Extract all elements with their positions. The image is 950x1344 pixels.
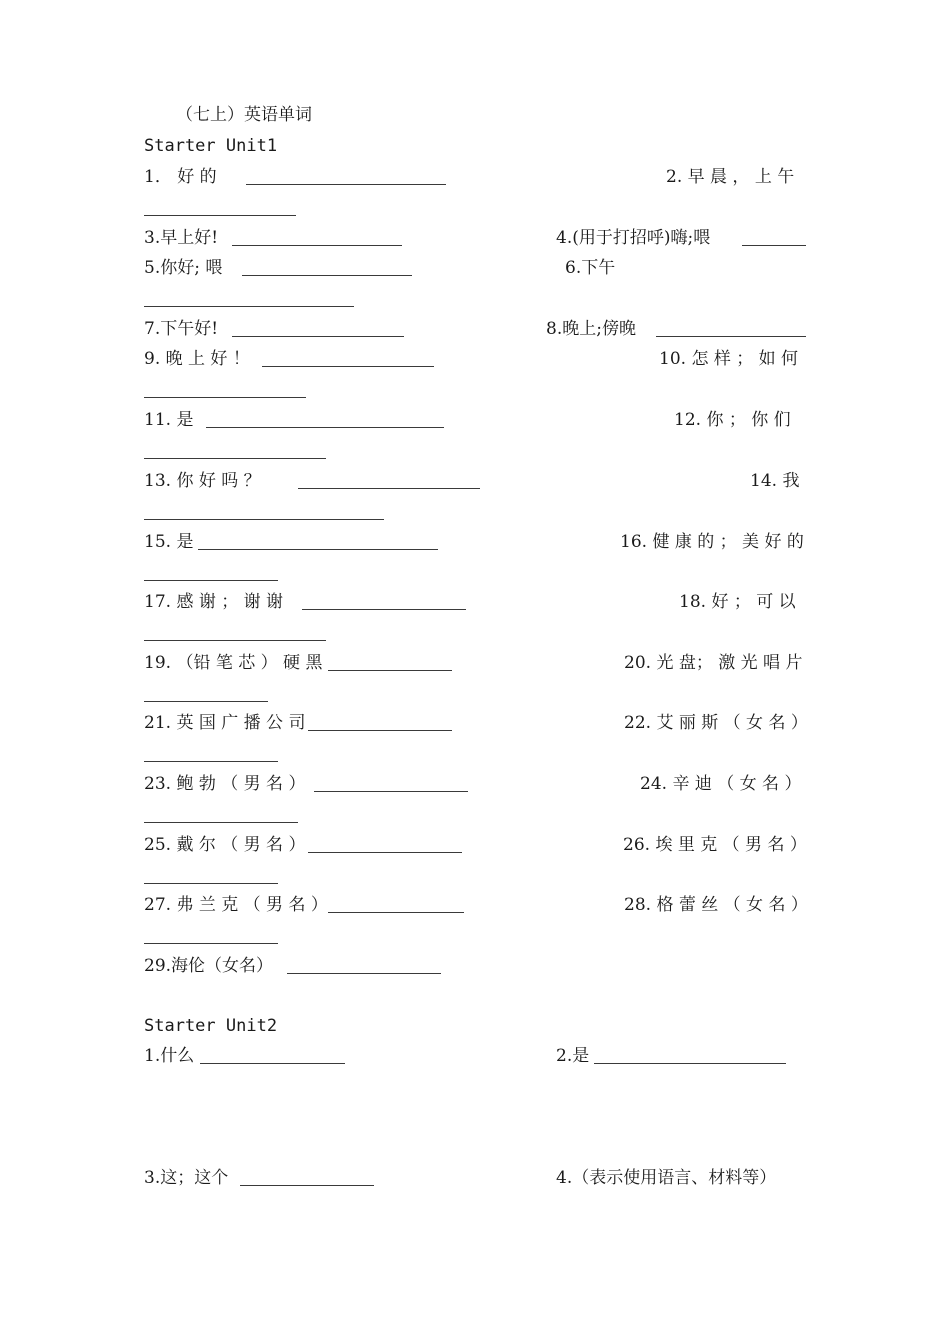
page-title: （七上）英语单词 xyxy=(176,105,312,125)
answer-blank-3[interactable] xyxy=(232,245,402,246)
answer-blank-25[interactable] xyxy=(308,852,462,853)
answer-blank-17[interactable] xyxy=(302,609,466,610)
vocab-item-21: 21. 英 国 广 播 公 司 xyxy=(144,713,306,733)
section-heading-unit1: Starter Unit1 xyxy=(144,136,278,156)
vocab-item-13: 13. 你 好 吗 ？ xyxy=(144,471,261,491)
vocab-item-2: 2. 早 晨 ， 上 午 xyxy=(666,167,795,187)
answer-blank-10[interactable] xyxy=(144,397,306,398)
vocab-item-6: 6.下午 xyxy=(565,258,616,278)
vocab-item-28: 28. 格 蕾 丝 （ 女 名 ） xyxy=(624,895,808,915)
answer-blank-29[interactable] xyxy=(287,973,441,974)
answer-blank-1[interactable] xyxy=(246,184,446,185)
unit2-item-1: 1.什么 xyxy=(144,1046,195,1066)
section-heading-unit2: Starter Unit2 xyxy=(144,1016,278,1036)
answer-blank-28[interactable] xyxy=(144,943,278,944)
answer-blank-8[interactable] xyxy=(656,336,806,337)
answer-blank-14[interactable] xyxy=(144,519,384,520)
vocab-item-17: 17. 感 谢 ； 谢 谢 xyxy=(144,592,284,612)
answer-blank-12[interactable] xyxy=(144,458,326,459)
vocab-item-29: 29.海伦（女名） xyxy=(144,956,274,976)
vocab-item-26: 26. 埃 里 克 （ 男 名 ） xyxy=(623,835,807,855)
vocab-item-7: 7.下午好! xyxy=(144,319,219,339)
answer-blank-24[interactable] xyxy=(144,822,298,823)
vocab-item-16: 16. 健 康 的 ； 美 好 的 xyxy=(620,532,804,552)
vocab-item-22: 22. 艾 丽 斯 （ 女 名 ） xyxy=(624,713,808,733)
unit2-answer-blank-2[interactable] xyxy=(594,1063,786,1064)
vocab-item-1: 1． 好 的 xyxy=(144,167,217,187)
unit2-item-4: 4.（表示使用语言、材料等） xyxy=(556,1168,777,1188)
unit2-item-2: 2.是 xyxy=(556,1046,590,1066)
unit2-answer-blank-3[interactable] xyxy=(240,1185,374,1186)
vocab-item-27: 27. 弗 兰 克 （ 男 名 ） xyxy=(144,895,328,915)
vocab-item-8: 8.晚上;傍晚 xyxy=(546,319,636,339)
vocab-item-10: 10. 怎 样 ； 如 何 xyxy=(659,349,799,369)
vocab-item-14: 14. 我 xyxy=(750,471,800,491)
unit2-answer-blank-1[interactable] xyxy=(200,1063,345,1064)
answer-blank-4[interactable] xyxy=(742,245,806,246)
vocab-item-15: 15. 是 xyxy=(144,532,194,552)
vocab-item-3: 3.早上好! xyxy=(144,228,219,248)
vocab-item-11: 11. 是 xyxy=(144,410,194,430)
answer-blank-11[interactable] xyxy=(206,427,444,428)
vocab-item-25: 25. 戴 尔 （ 男 名 ） xyxy=(144,835,306,855)
vocab-item-19: 19. （铅 笔 芯 ） 硬 黑 xyxy=(144,653,323,673)
answer-blank-22[interactable] xyxy=(144,761,278,762)
answer-blank-5[interactable] xyxy=(242,275,412,276)
answer-blank-6[interactable] xyxy=(144,306,354,307)
vocab-item-4: 4.(用于打招呼)嗨;喂 xyxy=(556,228,711,248)
answer-blank-21[interactable] xyxy=(308,730,452,731)
answer-blank-13[interactable] xyxy=(298,488,480,489)
answer-blank-2[interactable] xyxy=(144,215,296,216)
answer-blank-15[interactable] xyxy=(198,549,438,550)
answer-blank-26[interactable] xyxy=(144,883,278,884)
answer-blank-27[interactable] xyxy=(328,912,464,913)
vocab-item-24: 24. 辛 迪 （ 女 名 ） xyxy=(640,774,802,794)
vocab-item-12: 12. 你 ； 你 们 xyxy=(674,410,791,430)
answer-blank-9[interactable] xyxy=(262,366,434,367)
vocab-item-18: 18. 好 ； 可 以 xyxy=(679,592,796,612)
answer-blank-16[interactable] xyxy=(144,580,278,581)
vocab-item-20: 20. 光 盘； 激 光 唱 片 xyxy=(624,653,803,673)
unit2-item-3: 3.这；这个 xyxy=(144,1168,229,1188)
answer-blank-20[interactable] xyxy=(144,701,268,702)
answer-blank-18[interactable] xyxy=(144,640,326,641)
vocab-item-23: 23. 鲍 勃 （ 男 名 ） xyxy=(144,774,306,794)
vocab-item-9: 9. 晚 上 好 ！ xyxy=(144,349,250,369)
answer-blank-19[interactable] xyxy=(328,670,452,671)
vocab-item-5: 5.你好; 喂 xyxy=(144,258,223,278)
answer-blank-23[interactable] xyxy=(314,791,468,792)
answer-blank-7[interactable] xyxy=(232,336,404,337)
